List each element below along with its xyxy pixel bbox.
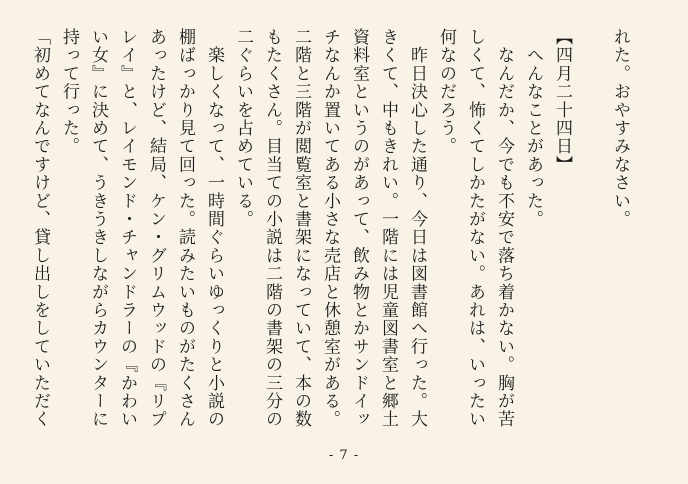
- text-line: 楽しくなって、一時間ぐらいゆっくりと小説の: [204, 28, 224, 429]
- date-heading: 【四月二十四日】: [552, 28, 572, 174]
- text-line: 資料室というのがあって、飲み物とかサンドイッ: [349, 28, 369, 429]
- text-line: あったけど、結局、ケン・グリムウッドの『リプ: [146, 28, 166, 429]
- text-line: れた。おやすみなさい。: [610, 28, 630, 229]
- text-line: へんなことがあった。: [523, 28, 543, 229]
- text-line: 持って行った。: [59, 28, 79, 156]
- vertical-text-body: [30, 28, 634, 429]
- text-line: い女』に決めて、うきうきしながらカウンターに: [88, 28, 108, 429]
- text-line: チなんか置いてある小さな売店と休憩室がある。: [320, 28, 340, 429]
- text-line: [576, 28, 605, 428]
- text-line: レイ』と、レイモンド・チャンドラーの『かわい: [117, 28, 137, 429]
- text-line: 何なのだろう。: [436, 28, 456, 156]
- text-line: なんだか、今でも不安で落ち着かない。胸が苦: [494, 28, 514, 429]
- text-line: しくて、怖くてしかたがない。あれは、いったい: [465, 28, 485, 429]
- text-line: 二ぐらいを占めている。: [233, 28, 253, 229]
- text-line: 「初めてなんですけど、貸し出しをしていただく: [30, 28, 50, 429]
- text-line: きくて、中もきれい。一階には児童図書室と郷土: [378, 28, 398, 429]
- text-line: 昨日決心した通り、今日は図書館へ行った。大: [407, 28, 427, 429]
- text-line: 棚ばっかり見て回った。読みたいものがたくさん: [175, 28, 195, 429]
- page-number: - 7 -: [328, 448, 360, 463]
- text-line: 二階と三階が閲覧室と書架になっていて、本の数: [291, 28, 311, 429]
- text-line: もたくさん。目当ての小説は二階の書架の三分の: [262, 28, 282, 429]
